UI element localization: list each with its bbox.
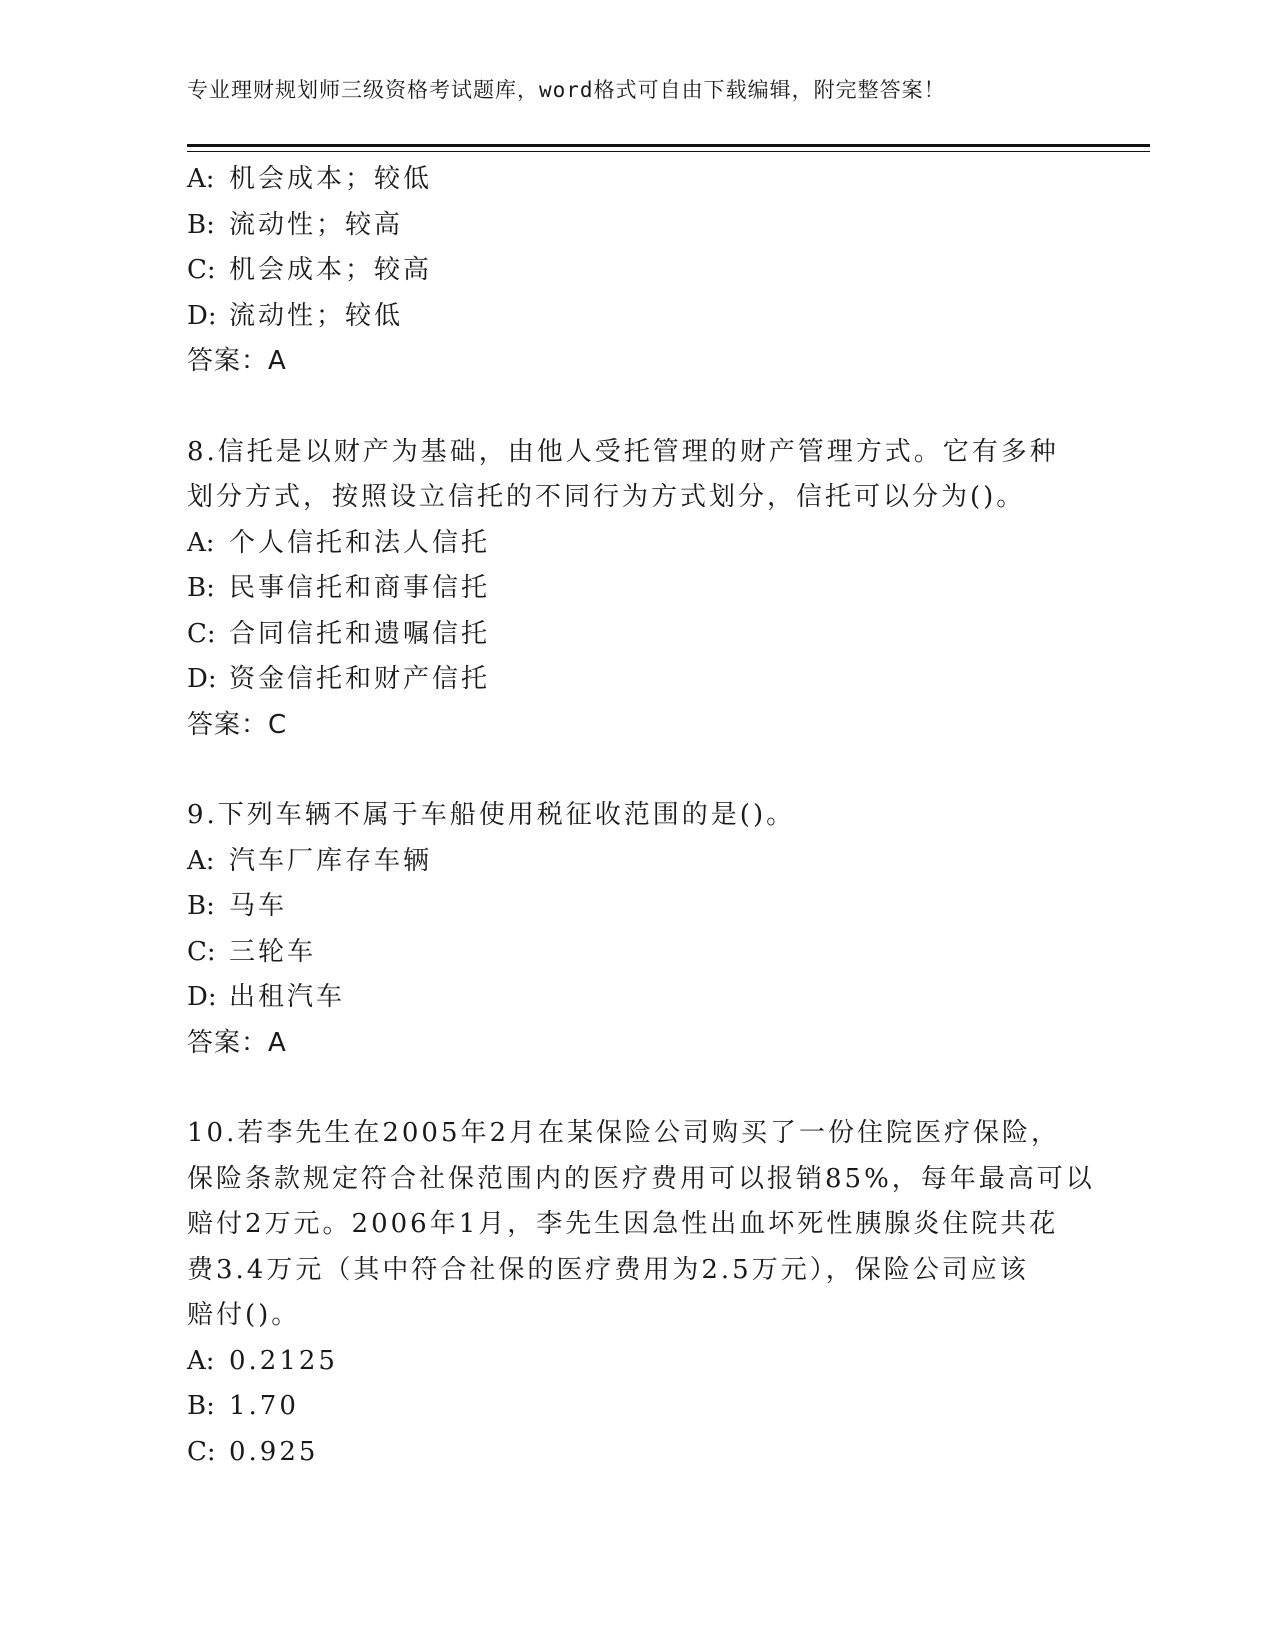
question-block-q8 [187, 430, 1087, 749]
option-text: 机会成本；较高 [229, 255, 433, 285]
option-row [187, 1384, 1087, 1430]
option-row [187, 839, 1087, 885]
option-letter: B: [187, 573, 215, 603]
question-text-line: 赔付()。 [187, 1300, 301, 1330]
answer-line: 答案：C [187, 709, 288, 740]
option-text: 0.925 [229, 1436, 319, 1467]
option-row [187, 521, 1087, 567]
option-row [187, 203, 1087, 249]
option-row [187, 248, 1087, 294]
block-gap [187, 385, 1087, 430]
option-letter: B: [187, 891, 215, 921]
question-block-q9 [187, 793, 1087, 1066]
option-text: 合同信托和遗嘱信托 [229, 618, 491, 649]
option-letter: C: [187, 255, 216, 285]
option-letter: B: [187, 209, 215, 240]
block-gap [187, 1066, 1087, 1111]
answer-line: 答案：A [187, 346, 287, 376]
option-letter: A: [187, 1345, 215, 1376]
option-letter: B: [187, 1391, 215, 1421]
option-text: 流动性；较高 [229, 209, 404, 240]
option-row [187, 657, 1087, 703]
option-text: 资金信托和财产信托 [229, 664, 491, 694]
header-rule-thin [187, 151, 1150, 152]
option-text: 流动性；较低 [229, 300, 404, 331]
option-row [187, 1339, 1087, 1385]
page-header: 专业理财规划师三级资格考试题库，word格式可自由下载编辑，附完整答案！ [187, 78, 946, 102]
option-text: 出租汽车 [229, 982, 346, 1012]
question-text-line: 8.信托是以财产为基础，由他人受托管理的财产管理方式。它有多种 [187, 436, 1059, 467]
option-text: 汽车厂库存车辆 [229, 845, 433, 876]
answer-line: 答案：A [187, 1027, 287, 1058]
option-text: 机会成本；较低 [229, 164, 433, 194]
option-row [187, 930, 1087, 976]
option-text: 民事信托和商事信托 [229, 573, 491, 603]
option-letter: D: [187, 664, 217, 694]
question-block-q10 [187, 1111, 1095, 1475]
option-letter: D: [187, 300, 217, 331]
block-gap [187, 748, 1087, 793]
option-row [187, 157, 1087, 203]
question-text-line: 9.下列车辆不属于车船使用税征收范围的是()。 [187, 800, 796, 830]
option-letter: A: [187, 845, 215, 876]
option-letter: C: [187, 1436, 216, 1467]
option-row [187, 612, 1087, 658]
option-letter: C: [187, 936, 216, 967]
option-text: 1.70 [229, 1391, 299, 1421]
question-text-line: 10.若李先生在2005年2月在某保险公司购买了一份住院医疗保险， [187, 1118, 1061, 1148]
question-list [187, 157, 1095, 1475]
option-text: 马车 [229, 891, 288, 921]
question-text-line: 保险条款规定符合社保范围内的医疗费用可以报销85%，每年最高可以 [187, 1163, 1095, 1194]
option-letter: D: [187, 982, 217, 1012]
option-letter: C: [187, 618, 216, 649]
option-row [187, 975, 1087, 1021]
header-rule-thick [187, 144, 1150, 147]
option-row [187, 1430, 1087, 1476]
option-letter: A: [187, 164, 215, 194]
option-text: 个人信托和法人信托 [229, 527, 491, 558]
option-text: 三轮车 [229, 936, 317, 967]
option-text: 0.2125 [229, 1345, 338, 1376]
question-text-line: 费3.4万元（其中符合社保的医疗费用为2.5万元），保险公司应该 [187, 1254, 1029, 1285]
question-text-line: 划分方式，按照设立信托的不同行为方式划分，信托可以分为()。 [187, 482, 1026, 512]
option-row [187, 294, 1087, 340]
option-row [187, 566, 1087, 612]
option-row [187, 884, 1087, 930]
question-block-q7-tail [187, 157, 1087, 385]
question-text-line: 赔付2万元。2006年1月，李先生因急性出血坏死性胰腺炎住院共花 [187, 1209, 1059, 1239]
option-letter: A: [187, 527, 215, 558]
